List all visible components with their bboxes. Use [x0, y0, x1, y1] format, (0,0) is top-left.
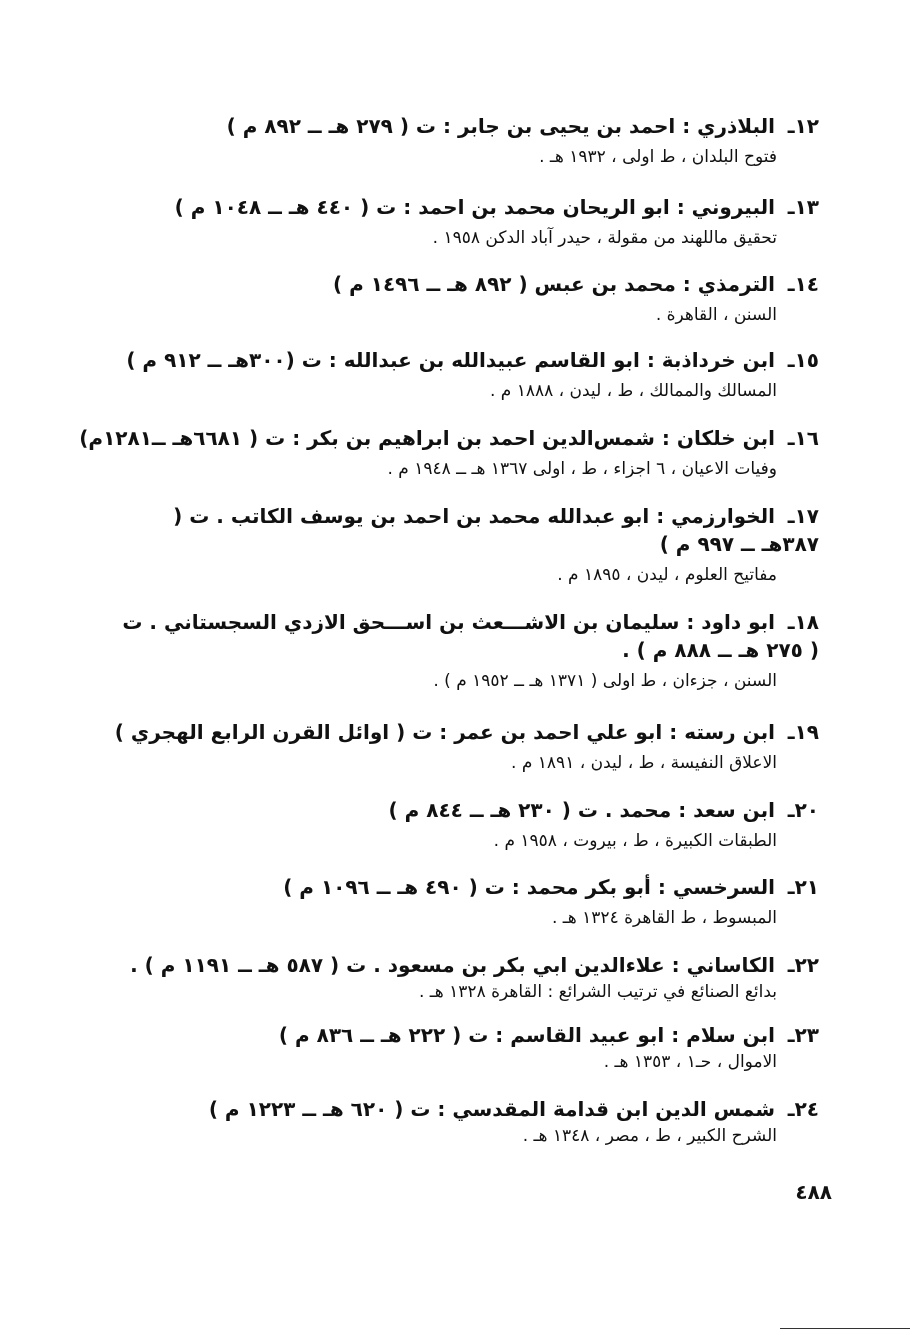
entry-heading [209, 1095, 819, 1123]
reference-entry [79, 424, 819, 482]
entry-title: ابن سعد : محمد . ت ( ٢٣٠ هـ ــ ٨٤٤ م ) [388, 798, 775, 822]
entry-number: ١٦ـ [787, 426, 819, 450]
entry-source: فتوح البلدان ، ط اولى ، ١٩٣٢ هـ . [539, 147, 777, 167]
entry-source: الطبقات الكبيرة ، ط ، بيروت ، ١٩٥٨ م . [493, 831, 777, 851]
entry-source: الاموال ، حـ١ ، ١٣٥٣ هـ . [603, 1052, 777, 1072]
entry-heading [333, 270, 819, 298]
entry-source: السنن ، جزءان ، ط اولى ( ١٣٧١ هـ ــ ١٩٥٢ م ) . [433, 671, 777, 691]
entry-heading [227, 112, 819, 140]
entry-source: وفيات الاعيان ، ٦ اجزاء ، ط ، اولى ١٣٦٧ هـ ــ ١٩٤٨ م . [387, 459, 777, 479]
entry-source: المسالك والممالك ، ط ، ليدن ، ١٨٨٨ م . [489, 381, 777, 401]
entry-source: الشرح الكبير ، ط ، مصر ، ١٣٤٨ هـ . [522, 1126, 777, 1146]
reference-entry [175, 193, 819, 251]
reference-entry [333, 270, 819, 328]
entry-heading [279, 1021, 819, 1049]
entry-number: ١٥ـ [787, 348, 819, 372]
page-number: ٤٨٨ [795, 1180, 832, 1204]
entry-heading [126, 346, 819, 374]
entry-number: ١٩ـ [787, 720, 819, 744]
entry-number: ١٧ـ [787, 504, 819, 528]
reference-entry [115, 718, 819, 776]
entry-title: شمس الدين ابن قدامة المقدسي : ت ( ٦٢٠ هـ ــ ١٢٢٣ م ) [208, 1097, 775, 1121]
entry-source: الاعلاق النفيسة ، ط ، ليدن ، ١٨٩١ م . [511, 753, 777, 773]
entry-number: ١٣ـ [787, 195, 819, 219]
entry-heading [119, 502, 819, 558]
entry-number: ٢١ـ [787, 875, 819, 899]
entry-title: البيروني : ابو الريحان محمد بن احمد : ت ( ٤٤٠ هـ ــ ١٠٤٨ م ) [174, 195, 775, 219]
entry-number: ٢٣ـ [787, 1023, 819, 1047]
reference-entry [209, 1095, 819, 1149]
entry-title: ابن خلكان : شمس‌الدين احمد بن ابراهيم بن بكر : ت ( ٦٦٨١هـ ــ١٢٨١م) [79, 426, 775, 450]
entry-title: ابن سلام : ابو عبيد القاسم : ت ( ٢٢٢ هـ ــ ٨٣٦ م ) [278, 1023, 775, 1047]
entry-title: ابو داود : سليمان بن الاشـــعث بن اســـحق الازدي السجستاني . ت ( ٢٧٥ هـ ــ ٨٨٨ م ) . [122, 610, 819, 662]
bottom-rule [780, 1328, 910, 1329]
entry-source: تحقيق ماللهند من مقولة ، حيدر آباد الدكن ١٩٥٨ . [432, 228, 777, 248]
reference-entry [283, 873, 819, 931]
entry-title: ابن رسته : ابو علي احمد بن عمر : ت ( اوائل القرن الرابع الهجري ) [114, 720, 775, 744]
entry-source: السنن ، القاهرة . [655, 305, 777, 325]
reference-entry [119, 502, 819, 588]
entry-source: المبسوط ، ط القاهرة ١٣٢٤ هـ . [552, 908, 777, 928]
entry-number: ١٨ـ [787, 610, 819, 634]
entry-number: ٢٢ـ [787, 953, 819, 977]
entry-title: الخوارزمي : ابو عبدالله محمد بن احمد بن يوسف الكاتب . ت ( ٣٨٧هـ ــ ٩٩٧ م ) [173, 504, 819, 556]
entry-title: البلاذري : احمد بن يحيى بن جابر : ت ( ٢٧٩ هـ ــ ٨٩٢ م ) [226, 114, 775, 138]
reference-entry [126, 346, 819, 404]
entry-heading [283, 873, 819, 901]
entry-title: الكاساني : علاءالدين ابي بكر بن مسعود . ت ( ٥٨٧ هـ ــ ١١٩١ م ) . [130, 953, 775, 977]
reference-entry [389, 796, 819, 854]
reference-entry [279, 1021, 819, 1075]
entry-number: ١٤ـ [787, 272, 819, 296]
entry-title: السرخسي : أبو بكر محمد : ت ( ٤٩٠ هـ ــ ١٠٩٦ م ) [283, 875, 775, 899]
reference-entry [227, 112, 819, 170]
entry-source: مفاتيح العلوم ، ليدن ، ١٨٩٥ م . [557, 565, 777, 585]
entry-source: بدائع الصنائع في ترتيب الشرائع : القاهرة ١٣٢٨ هـ . [419, 982, 777, 1002]
entry-heading [79, 424, 819, 452]
reference-entry [119, 608, 819, 694]
entry-heading [130, 951, 819, 979]
entry-title: ابن خرداذبة : ابو القاسم عبيدالله بن عبدالله : ت (٣٠٠هـ ــ ٩١٢ م ) [126, 348, 775, 372]
entry-number: ٢٤ـ [787, 1097, 819, 1121]
entry-heading [175, 193, 819, 221]
entry-number: ١٢ـ [787, 114, 819, 138]
entry-number: ٢٠ـ [787, 798, 819, 822]
entry-heading [119, 608, 819, 664]
entry-title: الترمذي : محمد بن عبس ( ٨٩٢ هـ ــ ١٤٩٦ م ) [333, 272, 775, 296]
entry-heading [389, 796, 819, 824]
entry-heading [115, 718, 819, 746]
reference-entry [130, 951, 819, 1005]
